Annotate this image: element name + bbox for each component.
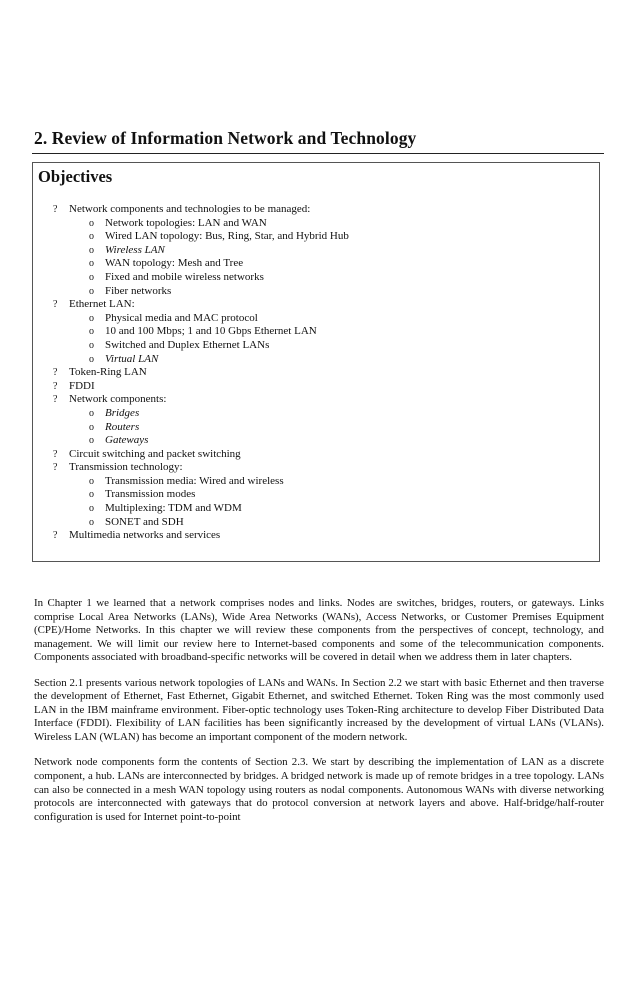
bullet-marker: ? [53,530,58,542]
sub-bullet-marker: o [89,516,94,528]
objective-subitem-text: Multiplexing: TDM and WDM [105,502,242,515]
objective-item-text: Transmission technology: [69,461,183,474]
objective-subitem [51,312,349,326]
objective-item [51,298,349,312]
sub-bullet-marker: o [89,258,94,270]
sub-bullet-marker: o [89,285,94,297]
objective-item-text: Network components and technologies to be managed: [69,203,311,215]
objective-item-text: FDDI [69,379,95,392]
objective-subitem-text: Gateways [105,434,149,447]
bullet-marker: ? [53,394,58,406]
objectives-list [51,203,349,543]
objective-subitem [51,257,349,271]
objective-subitem-text: 10 and 100 Mbps; 1 and 10 Gbps Ethernet LAN [105,325,317,338]
objective-subitem-text: Switched and Duplex Ethernet LANs [105,338,270,351]
bullet-marker: ? [53,204,58,215]
sub-bullet-marker: o [89,271,94,283]
objective-subitem [51,488,349,502]
objective-item [51,203,349,217]
objective-subitem [51,434,349,448]
objective-subitem-text: Routers [105,420,140,433]
sub-bullet-marker: o [89,421,94,433]
objective-subitem-text: WAN topology: Mesh and Tree [105,257,244,270]
objectives-heading: Objectives [38,167,113,186]
chapter-title: 2. Review of Information Network and Technology [34,128,417,148]
objective-subitem [51,230,349,244]
bullet-marker: ? [53,380,58,392]
objective-subitem [51,502,349,516]
sub-bullet-marker: o [89,312,94,324]
objective-item [51,366,349,380]
bullet-marker: ? [53,462,58,474]
objective-subitem [51,475,349,489]
sub-bullet-marker: o [89,326,94,338]
objective-subitem-text: Wired LAN topology: Bus, Ring, Star, and Hybrid Hub [105,230,349,243]
objective-subitem-text: Transmission modes [105,488,196,501]
objective-subitem [51,407,349,421]
sub-bullet-marker: o [89,435,94,447]
objectives-box [32,162,600,562]
bullet-marker: ? [53,448,58,460]
objective-subitem-text: Network topologies: LAN and WAN [105,216,267,229]
objective-item-text: Circuit switching and packet switching [69,447,241,460]
objective-subitem [51,271,349,285]
objective-subitem [51,516,349,530]
objective-item [51,393,349,407]
objective-item [51,380,349,394]
objective-subitem-text: SONET and SDH [105,515,184,528]
title-divider [32,153,604,154]
body-paragraph: Network node components form the contents of Section 2.3. We start by describing the implementation of LAN as a discrete component, a hub. LANs are interconnected by bridges. A bridged network is made up of remote bridges in a tree topology. LANs can also be connected in a mesh WAN topology using routers as nodal components. Autonomous WANs with diverse networking protocols are interconnected with gateways that do protocol conversion at network layers and above. Half-bridge/half-router configuration is used for Internet point-to-point [34,756,604,823]
sub-bullet-marker: o [89,407,94,419]
body-text [34,597,604,836]
bullet-marker: ? [53,299,58,311]
objective-subitem-text: Bridges [105,406,140,419]
objective-item [51,529,349,543]
objective-subitem-text: Transmission media: Wired and wireless [105,474,284,487]
objective-subitem [51,285,349,299]
objective-subitem-text: Fixed and mobile wireless networks [105,270,264,283]
objective-subitem [51,217,349,231]
sub-bullet-marker: o [89,503,94,515]
objective-subitem [51,353,349,367]
sub-bullet-marker: o [89,244,94,256]
objective-item-text: Network components: [69,393,167,406]
objective-subitem [51,244,349,258]
sub-bullet-marker: o [89,489,94,501]
objective-subitem [51,421,349,435]
sub-bullet-marker: o [89,475,94,487]
body-paragraph: Section 2.1 presents various network topologies of LANs and WANs. In Section 2.2 we start with basic Ethernet and then traverse the development of Ethernet, Fast Ethernet, Gigabit Ethernet, and switched Ethernet. Token Ring was the most commonly used LAN in the IBM mainframe environment. Fiber-optic technology uses Token-Ring architecture to develop Fiber Distributed Data Interface (FDDI). Flexibility of LAN facilities has been significantly increased by the development of virtual LANs (VLANs). Wireless LAN (WLAN) has become an important component of the modern network. [34,676,604,743]
objective-subitem-text: Physical media and MAC protocol [105,311,258,324]
bullet-marker: ? [53,367,58,379]
objective-item-text: Multimedia networks and services [69,529,221,542]
sub-bullet-marker: o [89,217,94,229]
sub-bullet-marker: o [89,231,94,243]
objective-subitem [51,325,349,339]
objective-item [51,448,349,462]
objective-subitem-text: Wireless LAN [105,243,165,256]
objective-subitem-text: Virtual LAN [105,352,159,365]
sub-bullet-marker: o [89,353,94,365]
objective-subitem [51,339,349,353]
objective-item-text: Token-Ring LAN [69,366,147,379]
sub-bullet-marker: o [89,339,94,351]
objective-item [51,461,349,475]
body-paragraph: In Chapter 1 we learned that a network comprises nodes and links. Nodes are switches, bridges, routers, or gateways. Links comprise Local Area Networks (LANs), Wide Area Networks (WANs), Access Networks, or Customer Premises Equipment (CPE)/Home Networks. In this chapter we will review these components from the perspectives of concept, technology, and management. We will limit our review here to Internet-based components and some of the telecommunication components. Components associated with broadband-specific networks will be covered in detail when we address them in later chapters. [34,597,604,664]
objective-subitem-text: Fiber networks [105,284,172,297]
objective-item-text: Ethernet LAN: [69,298,135,311]
